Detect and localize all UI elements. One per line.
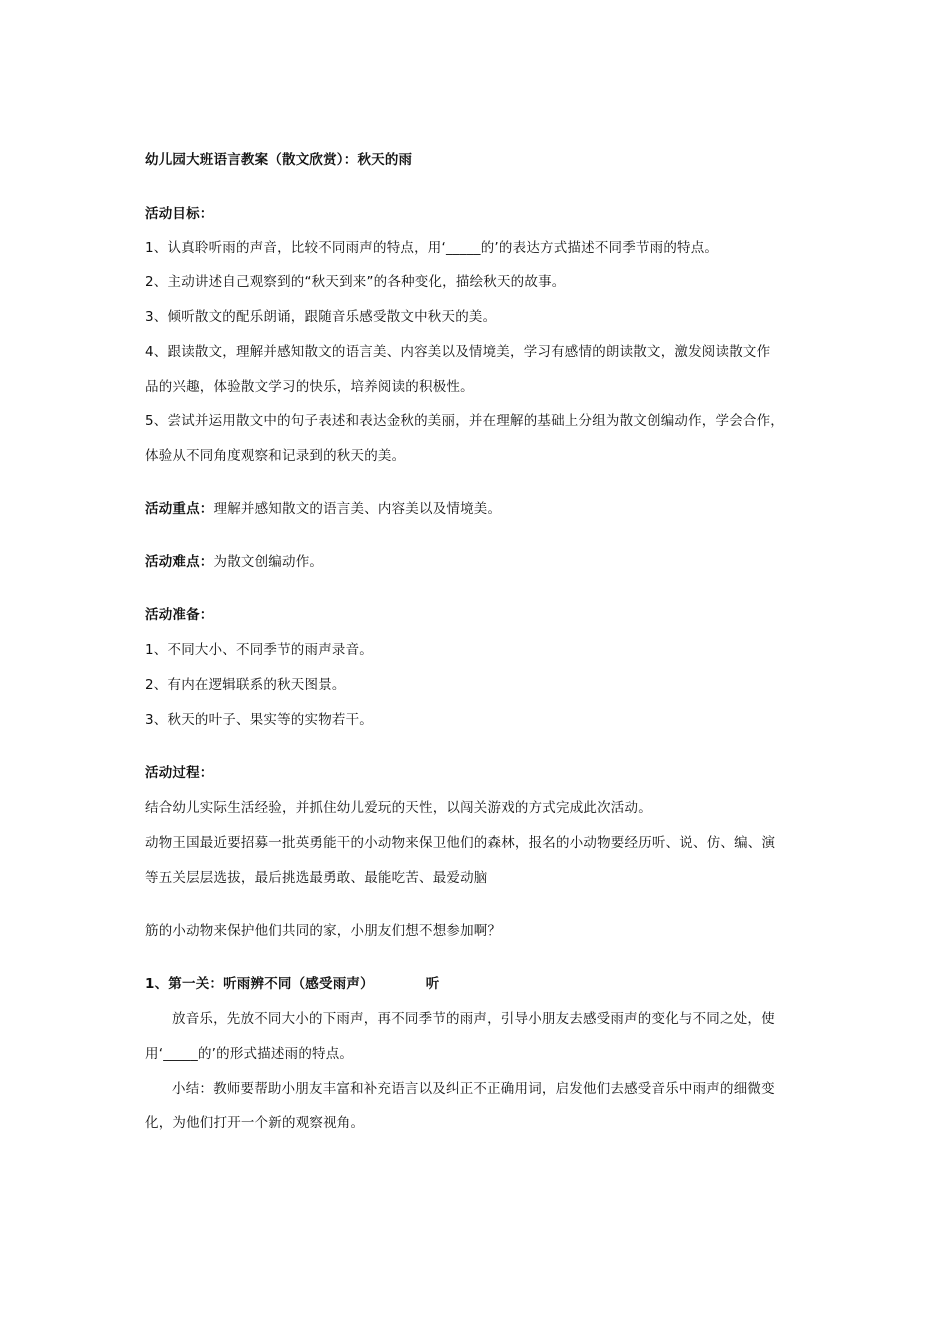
stage1-summary-line-2: 化，为他们打开一个新的观察视角。 <box>145 1115 365 1131</box>
key-point-text: 理解并感知散文的语言美、内容美以及情境美。 <box>213 501 502 517</box>
document-title: 幼儿园大班语言教案（散文欣赏）：秋天的雨 <box>145 152 413 168</box>
goal-item-5-line-2: 体验从不同角度观察和记录到的秋天的美。 <box>145 448 406 464</box>
stage1-heading: 1、第一关：听雨辨不同（感受雨声） <box>145 976 374 992</box>
difficulty-label: 活动难点： <box>145 554 214 570</box>
preparation-heading: 活动准备： <box>145 607 214 623</box>
difficulty-text: 为散文创编动作。 <box>213 554 324 570</box>
difficulty-paragraph <box>145 552 815 572</box>
goals-heading: 活动目标： <box>145 206 214 222</box>
goal-item-1: 1、认真聆听雨的声音，比较不同雨声的特点，用‘_____的’的表达方式描述不同季节雨的特点。 <box>145 240 719 256</box>
stage1-paragraph-1-line-1: 放音乐，先放不同大小的下雨声，再不同季节的雨声，引导小朋友去感受雨声的变化与不同之处，使 <box>172 1011 775 1027</box>
stage1-tag: 听 <box>425 976 440 992</box>
process-story-line-2: 等五关层层选拔，最后挑选最勇敢、最能吃苦、最爱动脑 <box>145 870 488 886</box>
stage1-heading-row <box>145 974 815 994</box>
preparation-item-2: 2、有内在逻辑联系的秋天图景。 <box>145 677 346 693</box>
goal-item-2: 2、主动讲述自己观察到的“秋天到来”的各种变化，描绘秋天的故事。 <box>145 274 566 290</box>
goal-item-5-line-1: 5、尝试并运用散文中的句子表述和表达金秋的美丽，并在理解的基础上分组为散文创编动作，学会合作， <box>145 413 784 429</box>
preparation-item-3: 3、秋天的叶子、果实等的实物若干。 <box>145 712 373 728</box>
process-story-line-1: 动物王国最近要招募一批英勇能干的小动物来保卫他们的森林，报名的小动物要经历听、说、仿、编、演 <box>145 835 776 851</box>
process-intro: 结合幼儿实际生活经验，并抓住幼儿爱玩的天性，以闯关游戏的方式完成此次活动。 <box>145 800 652 816</box>
goal-item-4-line-1: 4、跟读散文，理解并感知散文的语言美、内容美以及情境美，学习有感情的朗读散文，激发阅读散文作 <box>145 344 771 360</box>
goal-item-4-line-2: 品的兴趣，体验散文学习的快乐，培养阅读的积极性。 <box>145 379 474 395</box>
stage1-summary-line-1: 小结：教师要帮助小朋友丰富和补充语言以及纠正不正确用词，启发他们去感受音乐中雨声的细微变 <box>172 1081 775 1097</box>
key-point-paragraph <box>145 499 815 519</box>
process-heading: 活动过程： <box>145 765 214 781</box>
goal-item-3: 3、倾听散文的配乐朗诵，跟随音乐感受散文中秋天的美。 <box>145 309 497 325</box>
process-story-line-3: 筋的小动物来保护他们共同的家，小朋友们想不想参加啊？ <box>145 923 502 939</box>
stage1-paragraph-1-line-2: 用‘_____的’的形式描述雨的特点。 <box>145 1046 354 1062</box>
key-point-label: 活动重点： <box>145 501 214 517</box>
preparation-item-1: 1、不同大小、不同季节的雨声录音。 <box>145 642 373 658</box>
